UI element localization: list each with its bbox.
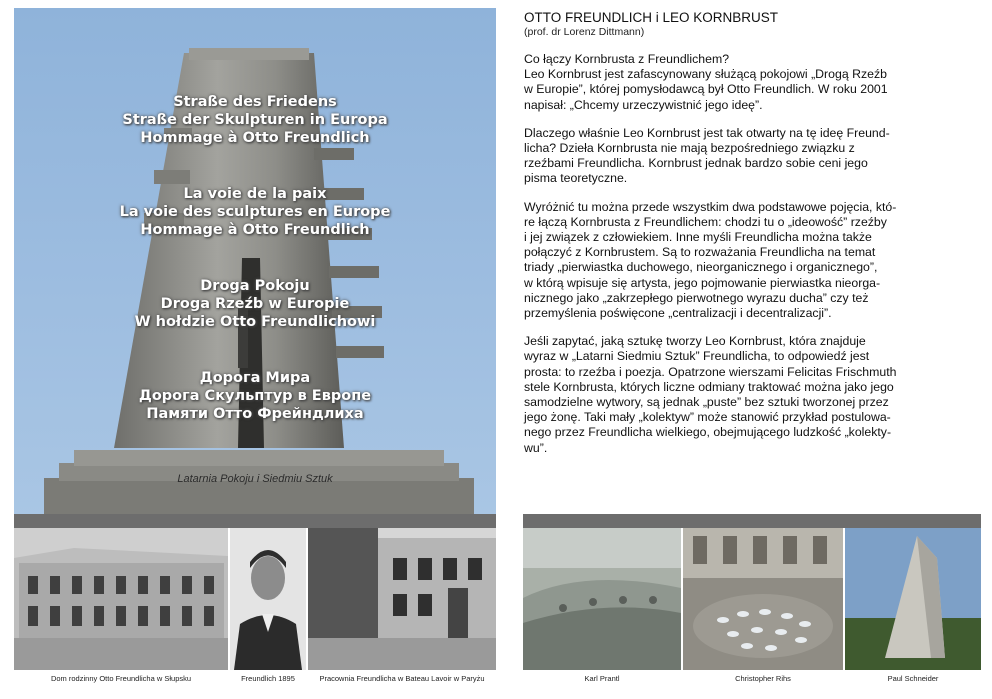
text-line: stele Kornbrusta, których liczne odmiany traktować można jako jego [524, 379, 894, 394]
text-line: napisał: „Chcemy urzeczywistnić jego ideę”. [524, 97, 763, 112]
photo-house [14, 528, 228, 670]
text-line: Co łączy Kornbrusta z Freundlichem? [524, 52, 730, 66]
article-author: (prof. dr Lorenz Dittmann) [524, 26, 645, 38]
text-line: Wyróżnić tu można przede wszystkim dwa podstawowe pojęcia, któ- [524, 199, 897, 214]
photo-portrait [230, 528, 306, 670]
photo-karl-prantl-sculpture [523, 528, 681, 670]
hero-line: Straße des Friedens [173, 94, 337, 110]
text-line: połączyć z Kornbrustem. Są to rozważania Freundlicha na temat [524, 245, 876, 260]
photo-caption: Dom rodzinny Otto Freundlicha w Słupsku [50, 674, 192, 683]
text-line: rzeźbami Freundlicha. Kornbrust jednak bardzo sobie ceni jego [524, 156, 868, 171]
hero-caption: Latarnia Pokoju i Siedmiu Sztuk [177, 473, 333, 485]
text-line: jego żonę. Taki mały „kolektyw” może stanowić przykład postulowa- [524, 410, 891, 425]
article-paragraph [524, 52, 976, 113]
article-paragraph [524, 334, 976, 456]
text-line: wu”. [524, 440, 548, 455]
hero-line: Hommage à Otto Freundlich [140, 130, 370, 146]
photo-caption: Pracownia Freundlicha w Bateau Lavoir w Paryżu [319, 674, 485, 683]
hero-text-polish [14, 277, 496, 331]
text-line: Dlaczego właśnie Leo Kornbrust jest tak otwarty na tę ideę Freund- [524, 125, 890, 140]
hero-line: Droga Rzeźb w Europie [160, 296, 350, 312]
article-paragraph [524, 200, 976, 322]
text-line: przemyślenia poświęcone „centralizacji i decentralizacji”. [524, 306, 832, 321]
text-line: licha? Dzieła Kornbrusta nie mają bezpośredniego związku z [524, 141, 855, 156]
hero-text-german [14, 93, 496, 147]
text-line: i jej związek z człowiekiem. Inne myśli Freundlicha można także [524, 230, 872, 245]
text-line: nego przez Freundlicha wielkiego, obejmującego ludzkość „kolekty- [524, 425, 892, 440]
text-line: prosta: to rzeźba i poezja. Opatrzone wierszami Felicitas Frischmuth [524, 364, 897, 379]
hero-text-french [14, 185, 496, 239]
text-line: w którą wpisuje się artysta, jego pojmowanie pierwiastka nieorga- [524, 275, 881, 290]
hero-line: La voie des sculptures en Europe [119, 204, 391, 220]
photo-caption: Karl Prantl [584, 674, 620, 683]
monument-illustration [14, 8, 496, 516]
text-line: samodzielne wytwory, są jednak „puste” bez sztuki tworzonej przez [524, 395, 889, 410]
text-line: re łączą Kornbrusta z Freundlichem: chodzi tu o „ideowość” rzeźby [524, 214, 887, 229]
text-line: Jeśli zapytać, jaką sztukę tworzy Leo Kornbrust, która znajduje [524, 334, 866, 349]
text-line: nicznego jako „zakrzepłego pierwotnego wyrazu ducha” czy też [524, 290, 869, 305]
hero-image [14, 8, 496, 516]
text-line: wyraz w „Latarni Siedmiu Sztuk” Freundlicha, to odpowiedź jest [524, 349, 870, 364]
text-line: Leo Kornbrust jest zafascynowany służącą pokojowi „Drogą Rzeźb [524, 67, 887, 82]
article [524, 10, 976, 469]
photo-caption: Christopher Rihs [735, 674, 791, 683]
text-line: triady „pierwiastka duchowego, nieorganicznego i organicznego”, [524, 260, 878, 275]
hero-line: Дорога Мира [199, 370, 311, 386]
photo-christopher-rihs-sculpture [683, 528, 843, 670]
hero-line: Droga Pokoju [200, 278, 310, 294]
text-line: w Europie”, której pomysłodawcą był Otto Freundlich. W roku 2001 [524, 82, 888, 97]
hero-line: W hołdzie Otto Freundlichowi [134, 314, 376, 330]
article-paragraph [524, 126, 976, 187]
divider-bar-right [523, 514, 981, 528]
hero-line: Straße der Skulpturen in Europa [122, 112, 388, 128]
hero-line: Памяти Отто Фрейндлиха [146, 406, 364, 422]
hero-line: Дорога Скульптур в Европе [138, 388, 372, 404]
hero-line: Hommage à Otto Freundlich [140, 222, 370, 238]
photo-studio [308, 528, 496, 670]
photo-caption: Freundlich 1895 [241, 674, 295, 683]
hero-text-russian [14, 369, 496, 423]
text-line: pisma teoretyczne. [524, 171, 628, 186]
photo-paul-schneider-sculpture [845, 528, 981, 670]
divider-bar-left [14, 514, 496, 528]
article-title: OTTO FREUNDLICH i LEO KORNBRUST [524, 10, 779, 25]
hero-line: La voie de la paix [183, 186, 327, 202]
photo-caption: Paul Schneider [887, 674, 939, 683]
